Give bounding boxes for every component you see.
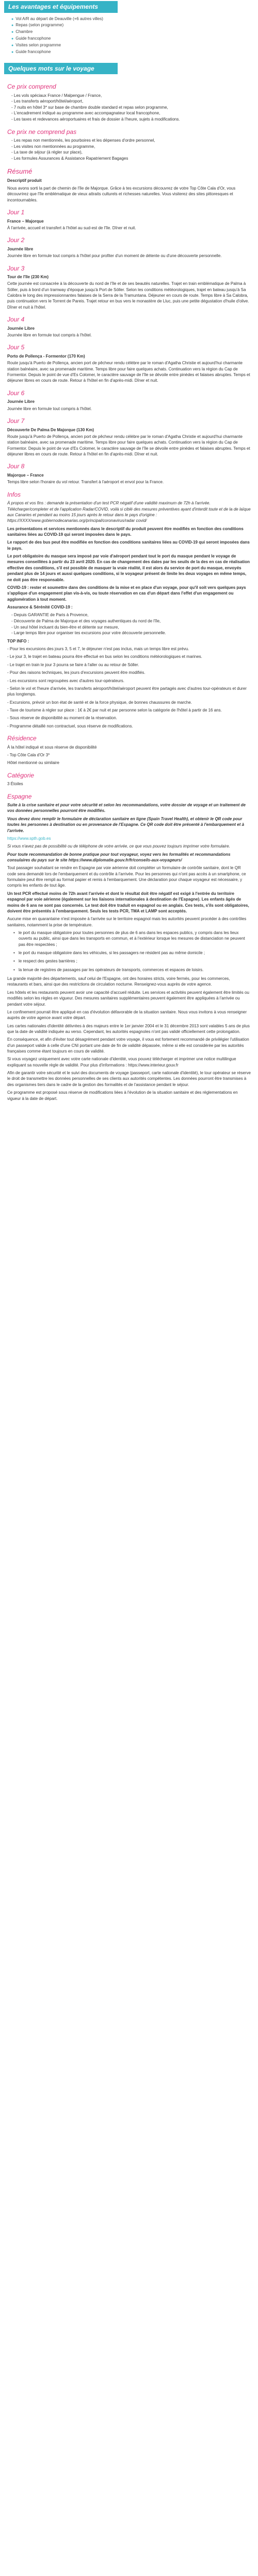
day-text: Journée libre en formule tout compris à l'hôtel pour profiter d'un moment de détente ou d'une découverte personnelle. (7, 253, 222, 259)
espagne-paragraph: Un test PCR effectué moins de 72h avant l'arrivée et dont le résultat doit être négatif est exigé à l'entrée du territoire espagnol par voie aérienne (également sur les liaisons internationales à destination de l'Espagne). Les enfants âgés de moins de 6 ans ne sont pas concernés. Le test doit être traduit en espagnol ou en anglais. Ces tests, s'ils sont obligatoires, doivent être présentés à l'embarquement. Seuls les tests PCR, TMA et LAMP sont acceptés. (7, 891, 249, 913)
assurance-list (7, 612, 251, 636)
residence-heading: Résidence (7, 735, 37, 742)
not-included-item: - Les repas non mentionnés, les pourboires et les dépenses d'ordre personnel, (11, 138, 155, 143)
included-item: - Les transferts aéroport/hôtel/aéroport, (11, 99, 84, 104)
bullet-icon: ● (11, 43, 14, 47)
espagne-measures-list (7, 930, 251, 973)
day-subtitle: Journée libre (7, 246, 34, 251)
not-included-item: - La taxe de séjour (à régler sur place), (11, 150, 83, 155)
bullet-icon: ● (11, 37, 14, 41)
top-info-line: - Programme détaillé non contractuel, sous réserve de modifications. (7, 723, 133, 728)
day-subtitle: Découverte De Palma De Majorque (130 Km) (7, 427, 94, 432)
assurance-heading: Assurance & Sérénité COVID-19 : (7, 604, 73, 609)
espagne-paragraph: Afin de garantir votre sécurité et le suivi des documents de voyage (passeport, carte nationale d'identité), le tour opérateur se réserve le droit de transmettre les données personnelles de ses clients aux autorités compétentes. Les données pourront être transmises à des organismes tiers dans le cadre de la gestion des formalités et de l'assistance pendant le séjour. (7, 1071, 251, 1087)
bullet-icon: ● (11, 17, 14, 21)
infos-paragraph: Le rapport de des bus peut être modifiée en fonction des conditions sanitaires liées au COVID-19 qui seront imposées dans le pays. (7, 540, 250, 551)
residence-line: Hôtel mentionné ou similaire (7, 760, 59, 766)
included-item: - Les vols spéciaux France / Malpengue / France, (11, 93, 102, 98)
advantage-item: ● Chambre (11, 29, 33, 35)
summary-heading: Résumé (7, 167, 33, 175)
day-7 (7, 417, 251, 457)
espagne-paragraph: Tout passager souhaitant se rendre en Espagne par voie aérienne doit compléter un formulaire de contrôle sanitaire, dont le QR code sera demandé lors de l'embarquement et du contrôle à l'arrivée. Pour les personnes qui n'ont pas accès à un smartphone, ce formulaire peut être rempli au format papier et remis à l'embarquement. Une déclaration pour chaque voyageur est nécessaire, y compris les enfants de tout âge. (7, 866, 246, 888)
advantage-item: ● Guide francophone (11, 36, 51, 41)
infos-paragraph: Les présentations et services mentionnés dans le descriptif du produit peuvent être modifiés en fonction des conditions sanitaires liées au COVID-19 qui seront imposées dans le pays. (7, 526, 244, 537)
espagne-paragraph: Aucune mise en quarantaine n'est imposée à l'arrivée sur le territoire espagnol mais les autorités peuvent procéder à des contrôles sanitaires, notamment la prise de température. (7, 917, 247, 927)
included-list (7, 93, 251, 123)
espagne-measure: • la tenue de registres de passages par les opérateurs de transports, commerces et espaces de loisirs. (19, 967, 251, 973)
espagne-measure: • le port du masque obligatoire pour toutes personnes de plus de 6 ans dans les espaces publics, y compris dans les lieux ouverts au public, ainsi que dans les transports en commun, et à l'extérieur lorsque les mesures de distanciation ne peuvent pas être respectées ; (19, 930, 251, 947)
summary-text: Nous avons sorti la part de chemin de l'île de Majorque. Grâce à tes excursions découvrez de votre Top Côte Cala d'Or, vous découvrirez que l'île emblématique de vieux attraits culturels et richesses naturelles. Vous visiterez des sites pittoresques et incontournables. (7, 185, 236, 202)
not-included-list (7, 138, 251, 161)
not-included-item: - Les visites non mentionnées au programme, (11, 144, 95, 149)
day-subtitle: Journée Libre (7, 399, 35, 404)
espagne-paragraph: Pour toute recommandation de bonne pratique pour tout voyageur, voyez vers les formalités et recommandations consulaires du pays sur le site https://www.diplomatie.gouv.fr/fr/conseils-aux-voyageurs/ (7, 852, 231, 862)
bullet-icon: ● (11, 30, 14, 35)
assurance-item: - Un seul hôtel incluant du bien-être et détente sur mesure, (11, 624, 119, 630)
day-subtitle: Majorque – France (7, 472, 44, 478)
espagne-paragraph: Le confinement pourrait être appliqué en cas d'évolution défavorable de la situation sanitaire. Nous vous invitons à vous renseigner auprès de votre agence avant votre départ. (7, 1009, 247, 1021)
not-included-item: - Les formules Assurances & Assistance Rapatriement Bagages (11, 156, 128, 161)
details-content (0, 74, 258, 1101)
top-info-heading: TOP INFO : (7, 638, 29, 643)
residence-line: À la hôtel indiqué et sous réserve de disponibilité (7, 744, 97, 750)
summary-subtitle: Descriptif produit (7, 178, 42, 183)
day-subtitle: Journée Libre (7, 326, 35, 331)
advantage-item: ● Guide francophone (11, 49, 51, 54)
included-heading: Ce prix comprend (7, 83, 56, 91)
included-item: - 7 nuits en hôtel 3* sur base de chambre double standard et repas selon programme, (11, 105, 168, 110)
advantage-item: ● Vol A/R au départ de Deauville (+6 autres villes) (11, 16, 103, 21)
day-text: Route jusqu'à Puerto de Pollença, ancien port de pêcheur rendu célèbre par le roman d'Agatha Christie et aujourd'hui charmante station balnéaire, avec sa promenade maritime. Temps libre pour faire quelques achats. Continuation vers la région du Cap de Formentor. Depuis le point de vue d'Es Colomer, le caractère sauvage de l'île se dévoile entre pinèdes et falaises abruptes. Temps et déjeuner libres en cours de route. Retour à l'hôtel en fin d'après-midi. Dîner et nuit. (7, 434, 250, 457)
day-4 (7, 315, 251, 338)
category-value: 3 Étoiles (7, 782, 23, 787)
espagne-measure: • le respect des gestes barrières ; (19, 958, 251, 964)
espagne-paragraph: Si vous n'avez pas de possibilité ou de téléphone de votre arrivée, ce que vous pouvez toujours imprimer votre formulaire. (7, 844, 230, 849)
day-6 (7, 389, 251, 412)
day-text: Temps libre selon l'horaire du vol retour. Transfert à l'aéroport et envol pour la France. (7, 480, 164, 485)
espagne-paragraph: Les cartes nationales d'identité délivrées à des majeurs entre le 1er janvier 2004 et le 31 décembre 2013 sont valables 5 ans de plus que la date de validité indiquée au verso. Cependant, les autorités espagnoles n'ont pas validé officiellement cette prolongation. (7, 1023, 250, 1034)
day-8 (7, 462, 251, 485)
espagne-paragraph: Les hôtels et les restaurants peuvent avoir une capacité d'accueil réduite. Les services et activités peuvent également être limités ou modifiés selon les règles en vigueur. Des mesures sanitaires supplémentaires peuvent également être appliquées à l'arrivée ou pendant votre séjour. (7, 990, 249, 1007)
day-title: Jour 6 (7, 389, 25, 397)
day-subtitle: Tour de l'île (230 Km) (7, 275, 49, 280)
infos-heading: Infos (7, 490, 21, 498)
infos-paragraph: Le port obligatoire du masque sera imposé par voie d'aéroport pendant tout le port du masque pendant le voyage de mesures conseillées à partir du 23 avril 2020. En cas de changement des dates par les seuils de la des en cas de réalisation effective des conditions, s'il est possible de masquer la vraie réalité, il est alors du service de port du masque, envoyés pendant plus de 14 jours et aussi quelques conditions, si le voyageur présent de limite les deux voyages en même temps, ne doit pas être responsable. (7, 554, 250, 582)
bullet-icon: ● (11, 24, 14, 28)
day-text: Cette journée est consacrée à la découverte du nord de l'île et de ses beautés naturelles. Trajet en train emblématique de Palma à Sóller, puis à bord d'un tramway d'époque jusqu'à Port de Sóller. Selon les conditions météorologiques, trajet en bateau jusqu'à Sa Calobra le long des impressionnantes falaises de la Serra de la Tramuntana. Déjeuner en cours de route. Temps libre à Sa Calobra, puis continuation vers le Torrent de Pareis. Trajet retour en bus vers le monastère de Lluc, puis une petite dégustation d'huile d'olive. Dîner et nuit à l'hôtel. (7, 281, 249, 310)
day-text: Journée libre en formule tout compris à l'hôtel. (7, 406, 92, 411)
category-heading: Catégorie (7, 771, 35, 779)
page (0, 1, 258, 1114)
day-title: Jour 2 (7, 236, 25, 244)
assurance-item: - Depuis GARANTIE de Paris à Provence, (11, 613, 89, 618)
day-text: Route jusqu'à Puerto de Pollença, ancien port de pêcheur rendu célèbre par le roman d'Agatha Christie et aujourd'hui charmante station balnéaire, avec sa promenade maritime. Temps libre pour faire quelques achats. Continuation vers la région du Cap de Formentor. Depuis le point de vue d'Es Colomer, le caractère sauvage de l'île se dévoile entre pinèdes et falaises abruptes. Temps et déjeuner libres en cours de route. Retour à l'hôtel en fin d'après-midi. Dîner et nuit. (7, 361, 250, 383)
included-item: - L'encadrement indiqué au programme avec accompagnateur local francophone, (11, 111, 160, 116)
day-text: Journée libre en formule tout compris à l'hôtel. (7, 333, 92, 338)
infos-paragraph: À propos et vos fins : demande la présentation d'un test PCR négatif d'une validité maximum de 72h à l'arrivée. Télécharger/completer et de l'application Radar/COVID, voilà si ciblé des mesures préventives ayant d'interdit toute et de la de laïque aux Canaries et pendant au moins 15 jours après le retour dans le pays d'origine : https://XXXX/www.gobiernodecanarias.org/principal/coronavirus/radar covid/ (7, 501, 251, 523)
advantages-list (0, 13, 258, 57)
espagne-link[interactable]: https://www.spth.gob.es (7, 836, 51, 841)
top-info-line: - Excursions, prévoir un bon état de santé et de la force physique, de bonnes chaussures de marche. (7, 700, 192, 705)
not-included-heading: Ce prix ne comprend pas (7, 128, 77, 135)
day-subtitle: France – Majorque (7, 218, 44, 224)
top-info-line: - Taxe de tourisme à régler sur place : 1€ à 2€ par nuit et par personne selon la catégorie de l'hôtel à partir de 16 ans. (7, 707, 222, 713)
residence-line: - Top Côte Cala d'Or 3* (7, 752, 50, 757)
top-info-line: - Le jour 3, le trajet en bateau pourra être effectué en bus selon les conditions météorologiques et marines. (7, 654, 202, 659)
espagne-paragraph: Suite à la crise sanitaire et pour votre sécurité et selon les recommandations, votre dossier de voyage et un traitement de vos données personnelles pourront être modifiés. (7, 803, 246, 814)
top-info-line: - Pour des raisons techniques, les jours d'excursions peuvent être modifiés. (7, 670, 146, 675)
assurance-item: - Découverte de Palma de Majorque et des voyages authentiques du nord de l'île, (11, 618, 161, 623)
bullet-icon: ● (11, 50, 14, 54)
advantage-item: ● Repas (selon programme) (11, 23, 64, 28)
day-title: Jour 3 (7, 264, 25, 272)
details-header: Quelques mots sur le voyage (4, 63, 118, 75)
infos-paragraph: COVID-19 : rester et soumettre dans des conditions de la mise et en place d'un voyage, pour qu'il soit vers quelques pays s'applique d'un engagement plan vis-à-vis, ou toute réservation en cas d'un départ dans l'effet d'un engagement ou agglomération à tout moment. (7, 585, 246, 602)
day-title: Jour 7 (7, 417, 25, 425)
espagne-paragraph: En conséquence, et afin d'éviter tout désagrément pendant votre voyage, il vous est fortement recommandé de privilégier l'utilisation d'un passeport valide à celle d'une CNI portant une date de fin de validité dépassée, même si elle est considérée par les autorités françaises comme étant toujours en cours de validité. (7, 1037, 249, 1054)
day-text: À l'arrivée, accueil et transfert à l'hôtel au sud-est de l'île. Dîner et nuit. (7, 225, 136, 230)
advantage-item: ● Visites selon programme (11, 42, 61, 47)
day-1 (7, 208, 251, 231)
top-info-line: - Le trajet en train le jour 3 pourra se faire à l'aller ou au retour de Sóller. (7, 662, 139, 667)
day-3 (7, 264, 251, 311)
day-title: Jour 5 (7, 344, 25, 351)
top-info-line: - Les excursions sont regroupées avec d'autres tour-opérateurs. (7, 678, 124, 683)
day-title: Jour 4 (7, 316, 25, 324)
espagne-paragraph: La grande majorité des départements, sauf celui de l'Espagne, ont des horaires stricts, voire fermés, pour les commerces, restaurants et bars, ainsi que des restrictions de circulation nocturne. Renseignez-vous auprès de votre agence. (7, 976, 230, 987)
day-title: Jour 8 (7, 463, 25, 470)
day-subtitle: Porto de Pollença - Formentor (170 Km) (7, 354, 85, 359)
advantages-header: Les avantages et équipements (4, 1, 118, 13)
day-5 (7, 343, 251, 383)
espagne-paragraph: Vous devez donc remplir le formulaire de déclaration sanitaire en ligne (Spain Travel Health), et obtenir le QR code pour toutes les personnes à destination ou en provenance de l'Espagne. Ce QR code doit être présenté à l'embarquement et à l'arrivée. (7, 816, 245, 833)
top-info-line: - Selon le vol et l'heure d'arrivée, les transferts aéroport/hôtel/aéroport peuvent être partagés avec d'autres tour-opérateurs et durer plus longtemps. (7, 686, 247, 697)
assurance-item: - Large temps libre pour organiser tes excursions pour votre découverte personnelle. (11, 631, 166, 636)
top-info-line: - Sous réserve de disponibilité au moment de la réservation. (7, 716, 117, 721)
espagne-measure: • le port du masque obligatoire dans les véhicules, si les passagers ne résident pas au même domicile ; (19, 950, 251, 956)
day-2 (7, 236, 251, 259)
espagne-paragraph: Si vous voyagez uniquement avec votre carte nationale d'identité, vous pouvez télécharger et imprimer une notice multilingue expliquant sa nouvelle règle de validité. Pour plus d'informations : https://www.interieur.gouv.fr (7, 1057, 236, 1067)
top-info-line: - Pour les excursions des jours 3, 5 et 7, le déjeuner n'est pas inclus, mais un temps libre est prévu. (7, 647, 189, 652)
day-title: Jour 1 (7, 208, 25, 216)
espagne-paragraph: Ce programme est proposé sous réserve de modifications liées à l'évolution de la situation sanitaire et des réglementations en vigueur à la date de départ. (7, 1090, 238, 1101)
included-item: - Les taxes et redevances aéroportuaires et frais de dossier à l'heure, sujets à modifications. (11, 117, 180, 122)
espagne-heading: Espagne (7, 792, 32, 800)
